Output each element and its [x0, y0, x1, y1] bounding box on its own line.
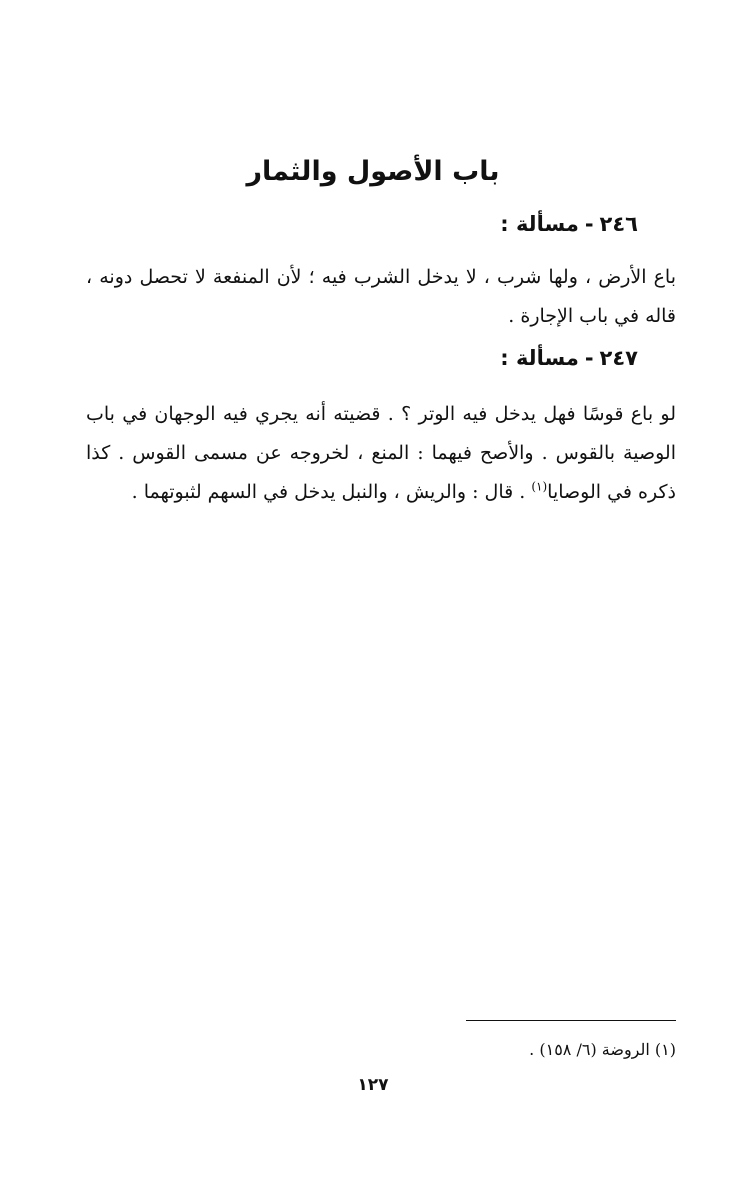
issue-247-dash: - — [584, 346, 594, 370]
issue-247-text-part1: لو باع قوسًا فهل يدخل فيه الوتر ؟ . قضيته أنه يجري فيه الوجهان في باب الوصية بالقوس . والأصح فيهما : المنع ، لخروجه عن مسمى القوس . كذا ذكره في الوصايا — [86, 403, 676, 503]
issue-247-number: ٢٤٧ — [599, 346, 638, 370]
issue-247-label: مسألة : — [500, 346, 579, 370]
issue-246-heading — [500, 208, 638, 240]
chapter-title: باب الأصول والثمار — [246, 156, 500, 187]
footnote-divider — [466, 1020, 676, 1021]
footnote: (١) الروضة (٦/ ١٥٨) . — [529, 1040, 676, 1059]
issue-246-label: مسألة : — [500, 212, 579, 236]
footnote-reference: (١) — [531, 479, 548, 494]
issue-246-text: باع الأرض ، ولها شرب ، لا يدخل الشرب فيه ؛ لأن المنفعة لا تحصل دونه ، قاله في باب الإجارة . — [86, 266, 676, 327]
issue-246-number: ٢٤٦ — [599, 212, 638, 236]
issue-247-text — [86, 395, 676, 512]
issue-246-dash: - — [584, 212, 594, 236]
issue-247-text-part2: . قال : والريش ، والنبل يدخل في السهم لثبوتهما . — [131, 481, 532, 503]
issue-247-heading — [500, 342, 638, 374]
page-number: ١٢٧ — [357, 1075, 389, 1095]
